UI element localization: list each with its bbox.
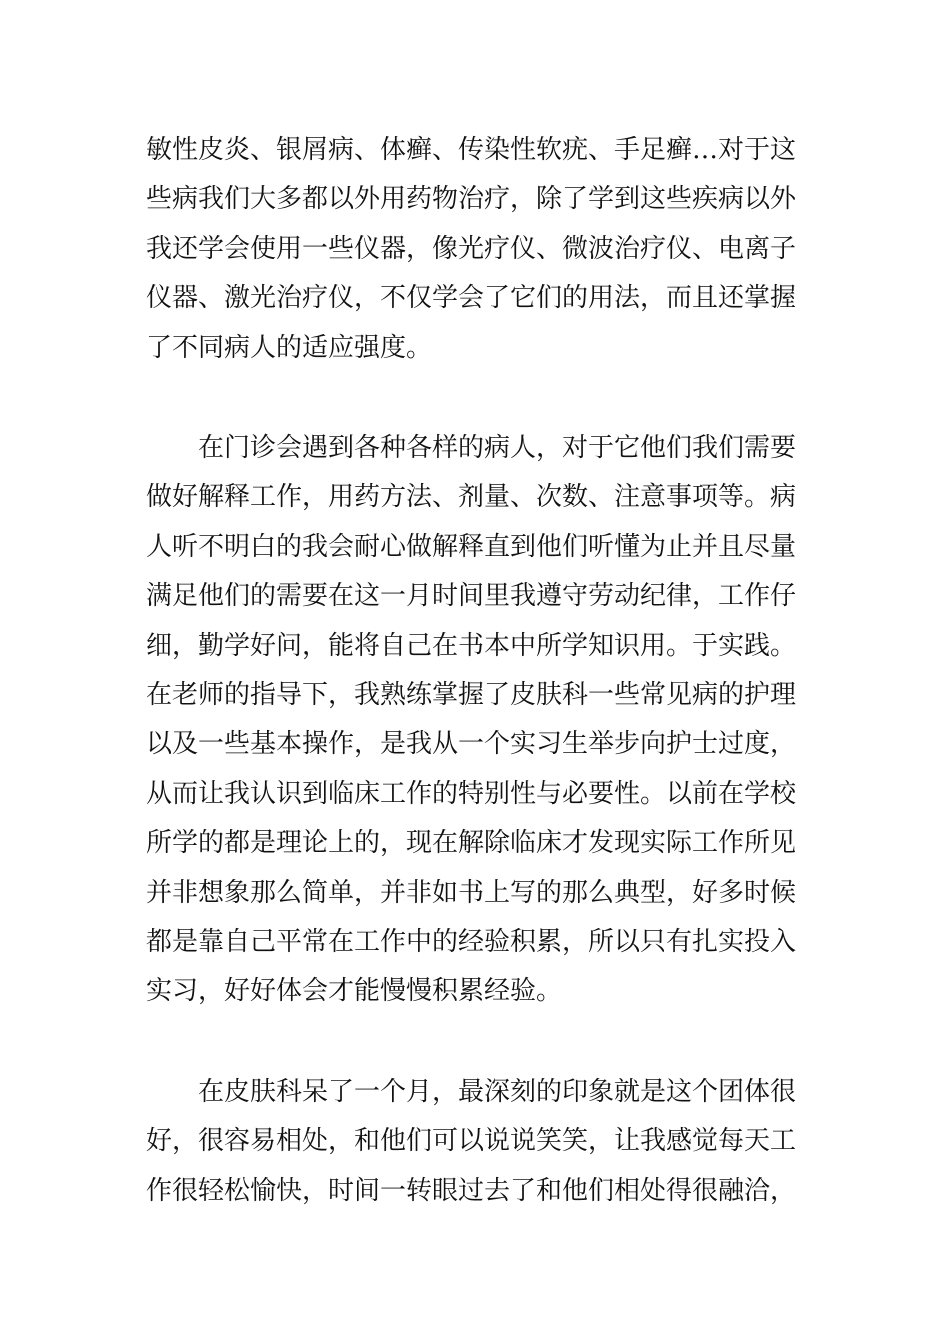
paragraph-line: 以及一些基本操作，是我从一个实习生举步向护士过度， [146,729,797,760]
paragraph-line: 我还学会使用一些仪器，像光疗仪、微波治疗仪、电离子 [146,233,797,264]
paragraph-2 [146,424,808,1017]
paragraph-line: 细，勤学好问，能将自己在书本中所学知识用。于实践。 [146,630,797,661]
paragraph-line: 在皮肤科呆了一个月，最深刻的印象就是这个团体很 [198,1077,797,1107]
paragraph-line: 都是靠自己平常在工作中的经验积累，所以只有扎实投入 [146,926,797,957]
paragraph-1 [146,126,808,373]
paragraph-line: 做好解释工作，用药方法、剂量、次数、注意事项等。病 [146,482,797,513]
paragraph-line: 作很轻松愉快，时间一转眼过去了和他们相处得很融洽， [146,1175,797,1206]
paragraph-line: 实习，好好体会才能慢慢积累经验。 [146,976,563,1007]
paragraph-line: 了不同病人的适应强度。 [146,332,433,363]
paragraph-line: 满足他们的需要在这一月时间里我遵守劳动纪律，工作仔 [146,581,797,612]
paragraph-line: 并非想象那么简单，并非如书上写的那么典型，好多时候 [146,877,797,908]
paragraph-line: 所学的都是理论上的，现在解除临床才发现实际工作所见 [146,828,797,859]
paragraph-line: 好，很容易相处，和他们可以说说笑笑，让我感觉每天工 [146,1126,797,1157]
paragraph-line: 敏性皮炎、银屑病、体癣、传染性软疣、手足癣…对于这 [146,135,797,165]
paragraph-line: 人听不明白的我会耐心做解释直到他们听懂为止并且尽量 [146,531,797,562]
paragraph-line: 仪器、激光治疗仪，不仅学会了它们的用法，而且还掌握 [146,283,797,314]
paragraph-3 [146,1068,808,1216]
paragraph-line: 些病我们大多都以外用药物治疗，除了学到这些疾病以外 [146,184,797,215]
paragraph-line: 从而让我认识到临床工作的特别性与必要性。以前在学校 [146,778,797,809]
paragraph-line: 在老师的指导下，我熟练掌握了皮肤科一些常见病的护理 [146,679,797,710]
paragraph-line: 在门诊会遇到各种各样的病人，对于它他们我们需要 [198,433,797,463]
